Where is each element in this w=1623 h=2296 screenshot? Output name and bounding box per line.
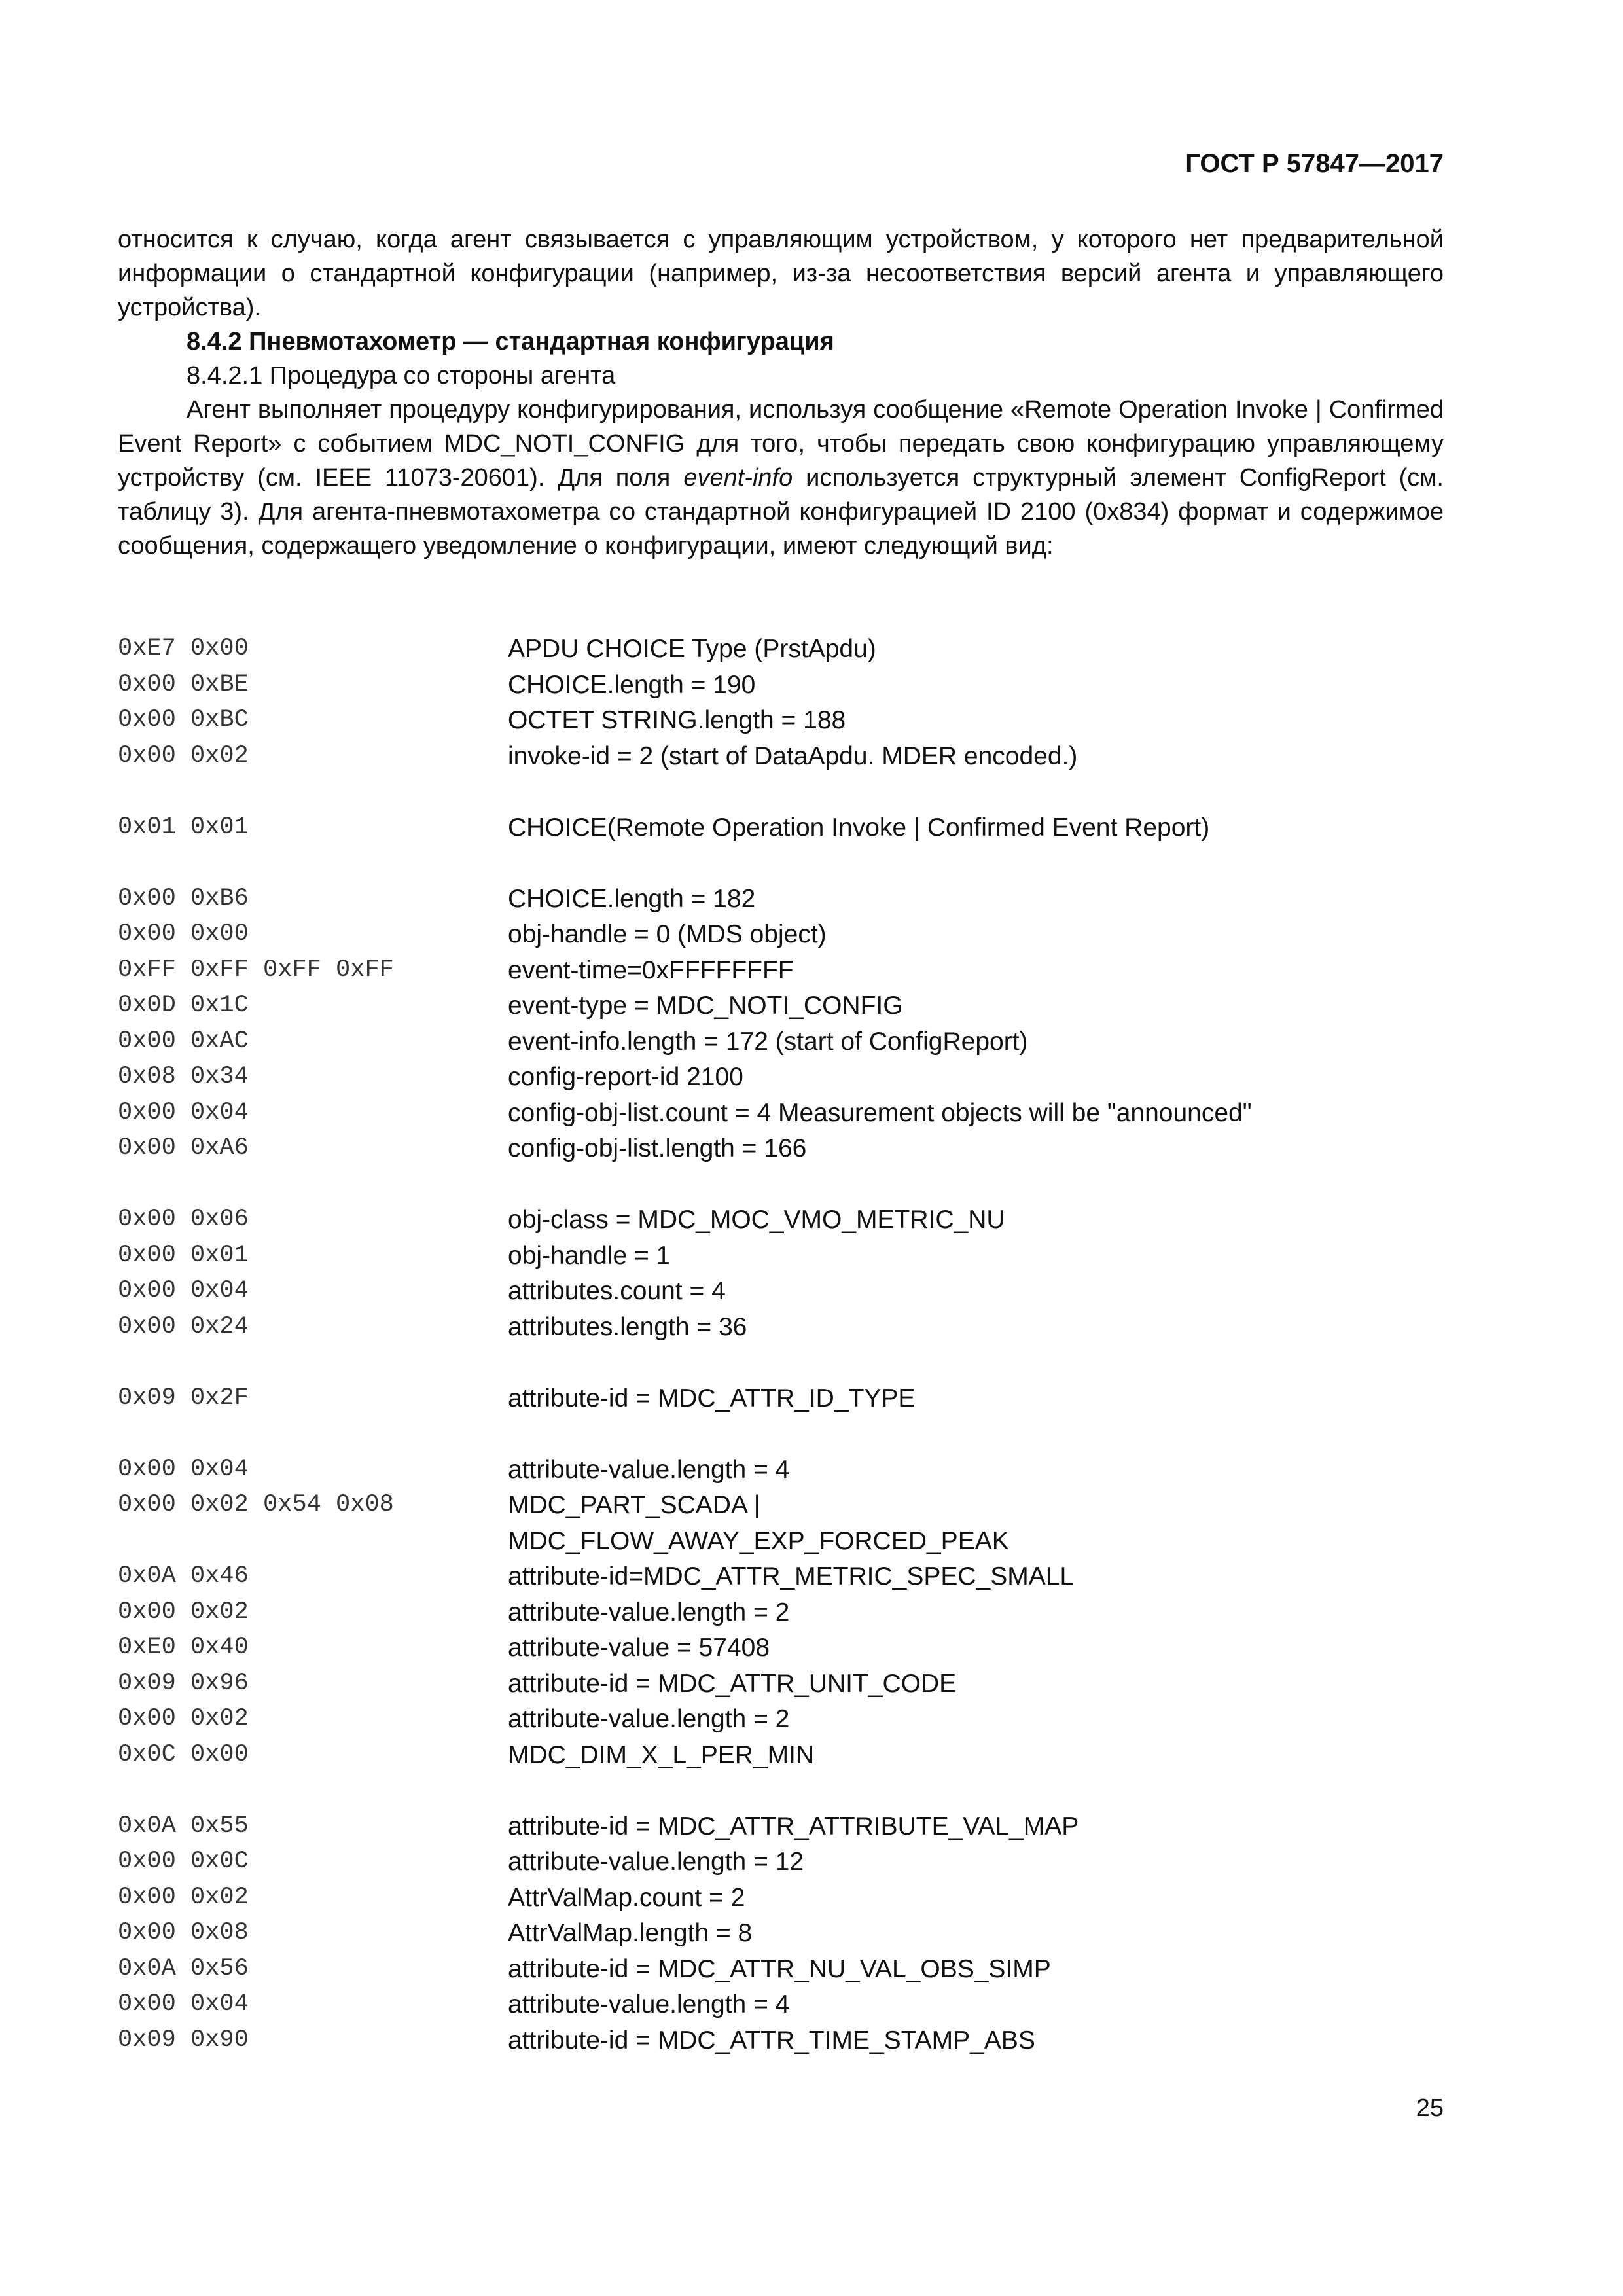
hex-bytes: 0x00 0x00 [118,920,249,948]
code-row [118,1955,1444,1991]
code-row [118,814,1444,850]
event-info-term: event-info [683,464,793,492]
hex-bytes: 0x01 0x01 [118,813,249,841]
code-row [118,1242,1444,1278]
hex-bytes: 0x00 0x02 [118,1883,249,1911]
hex-bytes: 0x00 0x04 [118,1455,249,1483]
field-description: attribute-id = MDC_ATTR_TIME_STAMP_ABS [508,2026,1035,2054]
code-row [118,1384,1444,1420]
procedure-text-b: используется структурный элемент ConfigReport (см. таблицу 3). Для агента-пневмотахометра со стандартной конфигурацией ID 2100 (0x834) формат и содержимое сообщения, содержащего уведомление о конфигурации, имеют следующий вид: [118,464,1444,560]
hex-bytes: 0xE0 0x40 [118,1634,249,1661]
field-description: AttrValMap.count = 2 [508,1883,745,1912]
code-row [118,742,1444,778]
hex-bytes: 0x00 0x0C [118,1848,249,1875]
field-description: attribute-value = 57408 [508,1634,770,1662]
field-description: CHOICE.length = 190 [508,670,756,699]
hex-bytes: 0x08 0x34 [118,1063,249,1090]
code-row [118,956,1444,992]
code-row [118,1063,1444,1099]
hex-bytes: 0xE7 0x00 [118,635,249,662]
code-row [118,1562,1444,1598]
hex-bytes: 0x00 0x01 [118,1241,249,1269]
hex-bytes: 0x00 0x02 0x54 0x08 [118,1491,394,1518]
field-description: invoke-id = 2 (start of DataApdu. MDER encoded.) [508,742,1078,770]
field-description: APDU CHOICE Type (PrstApdu) [508,635,876,663]
hex-bytes: 0x00 0xA6 [118,1134,249,1162]
hex-bytes: 0x0A 0x55 [118,1812,249,1840]
code-row [118,1598,1444,1634]
hex-bytes: 0x00 0x24 [118,1312,249,1340]
code-row [118,1741,1444,1777]
subsection-heading: 8.4.2.1 Процедура со стороны агента [187,362,616,389]
field-description: event-time=0xFFFFFFFF [508,956,794,984]
field-description: attribute-value.length = 2 [508,1705,790,1733]
code-row [118,885,1444,921]
field-description: CHOICE(Remote Operation Invoke | Confirmed Event Report) [508,813,1210,842]
code-row [118,1028,1444,1064]
field-description: MDC_FLOW_AWAY_EXP_FORCED_PEAK [508,1526,1009,1555]
hex-bytes: 0x00 0xBC [118,706,249,734]
hex-bytes: 0x00 0x02 [118,1705,249,1732]
field-description: attribute-value.length = 12 [508,1848,804,1876]
code-row [118,1099,1444,1135]
field-description: obj-class = MDC_MOC_VMO_METRIC_NU [508,1206,1005,1234]
hex-bytes: 0x00 0xAC [118,1027,249,1055]
hex-bytes: 0x00 0xB6 [118,884,249,912]
field-description: attribute-id=MDC_ATTR_METRIC_SPEC_SMALL [508,1562,1075,1590]
code-row [118,2026,1444,2062]
field-description: OCTET STRING.length = 188 [508,706,846,734]
code-row [118,1456,1444,1492]
code-row [118,1206,1444,1242]
code-row [118,920,1444,956]
hex-bytes: 0x00 0x04 [118,1098,249,1126]
code-row [118,635,1444,671]
hex-bytes [118,1527,508,1563]
field-description: obj-handle = 0 (MDS object) [508,920,827,948]
field-description: attribute-value.length = 4 [508,1990,790,2018]
field-description: attribute-id = MDC_ATTR_ATTRIBUTE_VAL_MAP [508,1812,1079,1840]
hex-bytes: 0x09 0x2F [118,1384,249,1412]
field-description: CHOICE.length = 182 [508,884,756,913]
hex-bytes: 0x00 0x04 [118,1277,249,1304]
field-description: attributes.length = 36 [508,1312,747,1341]
field-description: MDC_PART_SCADA | [508,1491,760,1519]
field-description: attribute-id = MDC_ATTR_ID_TYPE [508,1384,916,1412]
code-row [118,1884,1444,1920]
hex-bytes: 0x00 0x02 [118,1598,249,1626]
code-row [118,1705,1444,1741]
code-row [118,992,1444,1028]
hex-bytes: 0x0C 0x00 [118,1740,249,1768]
code-row [118,706,1444,742]
field-description: event-type = MDC_NOTI_CONFIG [508,992,903,1020]
hex-bytes: 0xFF 0xFF 0xFF 0xFF [118,956,394,984]
field-description: config-obj-list.count = 4 Measurement objects will be "announced" [508,1098,1252,1127]
field-description: obj-handle = 1 [508,1241,671,1270]
field-description: attributes.count = 4 [508,1277,726,1305]
document-header: ГОСТ Р 57847—2017 [1185,149,1444,178]
hex-bytes: 0x00 0x04 [118,1990,249,2018]
hex-bytes: 0x0A 0x46 [118,1562,249,1590]
hex-bytes: 0x0A 0x56 [118,1954,249,1982]
hex-bytes: 0x09 0x96 [118,1669,249,1697]
field-description: config-report-id 2100 [508,1063,743,1091]
hex-bytes: 0x00 0x08 [118,1919,249,1946]
code-row [118,1134,1444,1170]
code-row [118,1990,1444,2026]
field-description: MDC_DIM_X_L_PER_MIN [508,1740,815,1769]
field-description: attribute-value.length = 2 [508,1598,790,1626]
code-row [118,1919,1444,1955]
code-row [118,1313,1444,1349]
field-description: attribute-id = MDC_ATTR_UNIT_CODE [508,1669,957,1698]
field-description: attribute-id = MDC_ATTR_NU_VAL_OBS_SIMP [508,1954,1051,1983]
code-row [118,1634,1444,1670]
apdu-code-listing [118,635,1444,2062]
page-number: 25 [1416,2094,1444,2122]
hex-bytes: 0x00 0xBE [118,670,249,698]
hex-bytes: 0x0D 0x1C [118,992,249,1019]
field-description: attribute-value.length = 4 [508,1455,790,1484]
procedure-paragraph [118,393,1444,563]
field-description: config-obj-list.length = 166 [508,1134,807,1162]
code-row [118,1527,1444,1563]
field-description: event-info.length = 172 (start of ConfigReport) [508,1027,1028,1056]
intro-paragraph: относится к случаю, когда агент связывается с управляющим устройством, у которого нет предварительной информации о стандартной конфигурации (например, из-за несоответствия версий агента и управляющего устройства). [118,226,1444,321]
code-row [118,1491,1444,1527]
code-row [118,1812,1444,1848]
hex-bytes: 0x00 0x02 [118,742,249,770]
code-row [118,1670,1444,1706]
section-heading: 8.4.2 Пневмотахометр — стандартная конфигурация [187,328,834,355]
procedure-text-a: Агент выполняет процедуру конфигурирования, используя сообщение «Remote Operation Invoke | Confirmed Event Report» с событием MDC_NOTI_CONFIG для того, чтобы передать свою конфигурацию управляющему устройству (см. IEEE 11073-20601). Для поля [118,396,1444,492]
intro-text [118,223,1444,563]
hex-bytes: 0x00 0x06 [118,1206,249,1233]
hex-bytes: 0x09 0x90 [118,2026,249,2054]
field-description: AttrValMap.length = 8 [508,1919,753,1947]
code-row [118,1848,1444,1884]
code-row [118,671,1444,707]
code-row [118,1277,1444,1313]
